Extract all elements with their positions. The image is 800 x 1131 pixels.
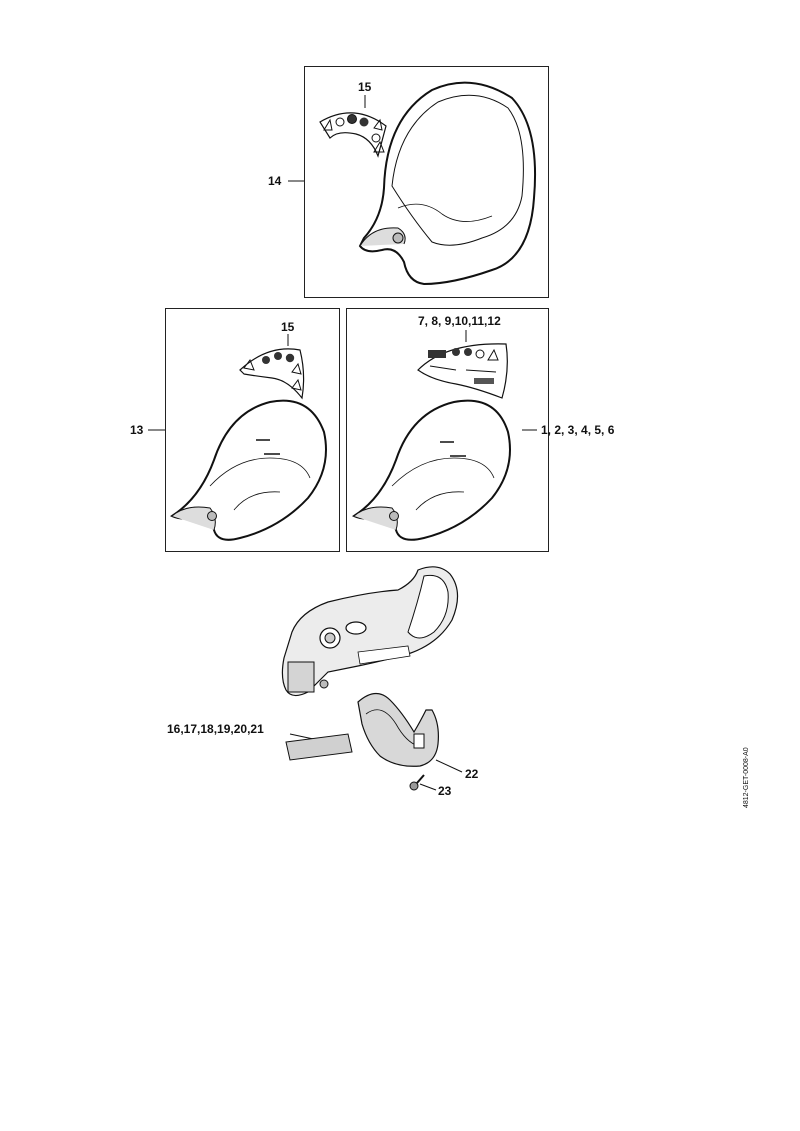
callout-14: 14 — [268, 174, 282, 188]
callout-1-6: 1, 2, 3, 4, 5, 6 — [541, 423, 615, 437]
callout-7-12: 7, 8, 9,10,11,12 — [418, 314, 501, 328]
callout-23: 23 — [438, 784, 452, 798]
document-code: 4812-GET-0008-A0 — [743, 747, 750, 808]
callout-15-mid: 15 — [281, 320, 295, 334]
label-decal-icon — [416, 340, 512, 402]
warning-decal-icon-mid — [238, 344, 310, 402]
label-strip-drawing — [284, 732, 354, 762]
large-guard-drawing — [352, 78, 542, 290]
callout-15-top: 15 — [358, 80, 372, 94]
engine-housing-drawing — [268, 562, 468, 702]
guard-drawing-right — [350, 398, 516, 548]
callout-16-21: 16,17,18,19,20,21 — [167, 722, 264, 736]
guard-drawing-left — [170, 398, 330, 548]
screw-icon — [408, 772, 428, 792]
callout-22: 22 — [465, 767, 479, 781]
cover-drawing — [356, 684, 446, 770]
callout-13: 13 — [130, 423, 144, 437]
